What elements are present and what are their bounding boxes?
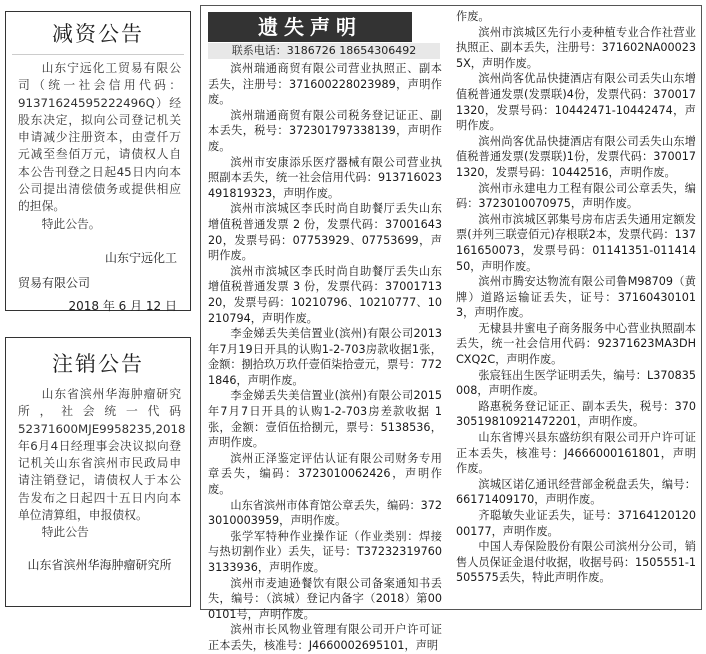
lost-notice-item: 滨州市滨城区郭集号房布店丢失通用定额发票(并列三联壹佰元)存根联2本，发票代码：137161650073，发票号码：01141351-01141450，声明作废。: [456, 212, 696, 273]
lost-notice-item: 李金娣丢失美信置业(滨州)有限公司2015年7月7日开具的认购1-2-703房差款收据 1 张，金额：壹佰伍拾捌元，票号：5138536，声明作废。: [208, 389, 442, 450]
reduction-notice-title: 减资公告: [12, 12, 184, 55]
lost-notice-item: 张宸钰出生医学证明丢失，编号：L370835008，声明作废。: [456, 368, 696, 398]
cancellation-notice-signer: 山东省滨州华海肿瘤研究所: [27, 557, 172, 572]
lost-notice-item: 滨州尚客优品快捷酒店有限公司丢失山东增值税普通发票(发票联)4份，发票代码：3700171320，发票号码：10442471-10442474，声明作废。: [456, 72, 696, 133]
lost-notice-item: 滨州市滨城区先行小麦种植专业合作社营业执照正、副本丢失，注册号：371602NA000235X，声明作废。: [456, 25, 696, 70]
lost-notices-contact: 联系电话：3186726 18654306492: [208, 43, 440, 59]
lost-notice-item: 中国人寿保险股份有限公司滨州分公司，销售人员保证金退付收据，收据号码：1505551-1505575丢失，特此声明作废。: [456, 540, 696, 585]
lost-notice-item: 滨州正泽鉴定评估认证有限公司财务专用章丢失，编码：3723010062426，声明作废。: [208, 451, 442, 497]
reduction-notice-signer-2: 贸易有限公司: [18, 275, 91, 290]
lost-notice-item: 滨州市腾安达物流有限公司鲁M98709（黄牌）道路运输证丢失，证号：371604301013，声明作废。: [456, 275, 696, 320]
lost-notice-item: 无棣县井蜜电子商务服务中心营业执照副本丢失，统一社会信用代码：92371623MA3DHCXQ2C，声明作废。: [456, 321, 696, 367]
reduction-notice-body: 山东宁远化工贸易有限公司（统一社会信用代码：91371624595222496Q）经股东决定，拟向公司登记机关申请减少注册资本，由壹仟万元减至叁佰万元，请债权人自本公告刊登之日起45日内向本公司提出清偿债务或提供相应的担保。: [18, 61, 181, 214]
lost-notice-item: 滨城区诺亿通讯经营部金税盘丢失，编号：66171409170，声明作废。: [456, 477, 696, 507]
lost-notice-item: 滨州市滨城区李氏时尚自助餐厅丢失山东增值税普通发票 2 份，发票代码：3700164320，发票号码：07753929、07753699，声明作废。: [208, 202, 442, 263]
lost-notice-item: 山东省滨州市体育馆公章丢失，编码：3723010003959，声明作废。: [208, 498, 442, 528]
lost-notice-item: 李金娣丢失美信置业(滨州)有限公司2013年7月19日开具的认购1-2-703房款收据1张，金额：捌拾玖万玖仟壹佰柒拾壹元，票号：7721846，声明作废。: [208, 327, 442, 387]
lost-notice-item: 路惠税务登记证正、副本丢失，税号：37030519810921472201，声明作废。: [456, 399, 696, 429]
lost-notices-column-2: [456, 9, 696, 586]
lost-notice-item: 滨州尚客优品快捷酒店有限公司丢失山东增值税普通发票(发票联)1份，发票代码：3700171320，发票号码：10442516，声明作废。: [456, 134, 696, 179]
lost-notice-item: 滨州市永建电力工程有限公司公章丢失，编码：3723010070975，声明作废。: [456, 181, 696, 211]
cancellation-notice-closing: 特此公告: [41, 525, 89, 540]
lost-notices-column-1: [208, 61, 442, 654]
lost-notice-item: 滨州市长风物业管理有限公司开户许可证正本丢失，核准号：J4660002695101，声明: [208, 623, 442, 652]
cancellation-notice-body: 山东省滨州华海肿瘤研究所，社会统一代码52371600MJE9958235,2018年6月4日经理事会决议拟向登记机关山东省滨州市民政局申请注销登记，请债权人于本公告发布之日起四十五日内向本单位清算组，申报债权。: [18, 387, 186, 523]
reduction-notice-signer-1: 山东宁远化工: [104, 250, 177, 265]
lost-notice-item: 齐聪敏失业证丢失，证号：3716412012000177，声明作废。: [456, 509, 696, 538]
lost-notice-item: 张学军特种作业操作证（作业类别：焊接与热切割作业）丢失，证号：T372323197603133936，声明作废。: [208, 529, 442, 574]
lost-notice-item: 滨州市安康添乐医疗器械有限公司营业执照副本丢失，统一社会信用代码：913716023491819323，声明作废。: [208, 155, 442, 200]
lost-notices-banner: 遗失声明: [208, 12, 412, 42]
cancellation-notice: [5, 337, 191, 607]
lost-notice-item: 滨州瑞通商贸有限公司营业执照正、副本丢失，注册号：371600228023989，声明作废。: [208, 62, 442, 107]
lost-notice-item: 作废。: [456, 10, 490, 23]
lost-notice-item: 滨州市麦迪逊餐饮有限公司备案通知书丢失，编号：（滨城）登记内备字（2018）第000101号，声明作废。: [208, 576, 442, 621]
lost-notice-item: 滨州市滨城区李氏时尚自助餐厅丢失山东增值税普通发票 3 份，发票代码：3700171320，发票号码：10210796、10210777、10210794，声明作废。: [208, 264, 442, 325]
reduction-notice: [5, 11, 191, 311]
cancellation-notice-title: 注销公告: [52, 352, 144, 376]
reduction-notice-closing: 特此公告。: [41, 216, 101, 231]
lost-notice-item: 山东省博兴县东盛纺织有限公司开户许可证正本丢失，核准号：J4666000161801，声明作废。: [456, 431, 696, 476]
reduction-notice-date: 2018 年 6 月 12 日: [68, 298, 177, 313]
lost-notice-item: 滨州瑞通商贸有限公司税务登记证正、副本丢失，税号：372301797338139，声明作废。: [208, 108, 442, 153]
